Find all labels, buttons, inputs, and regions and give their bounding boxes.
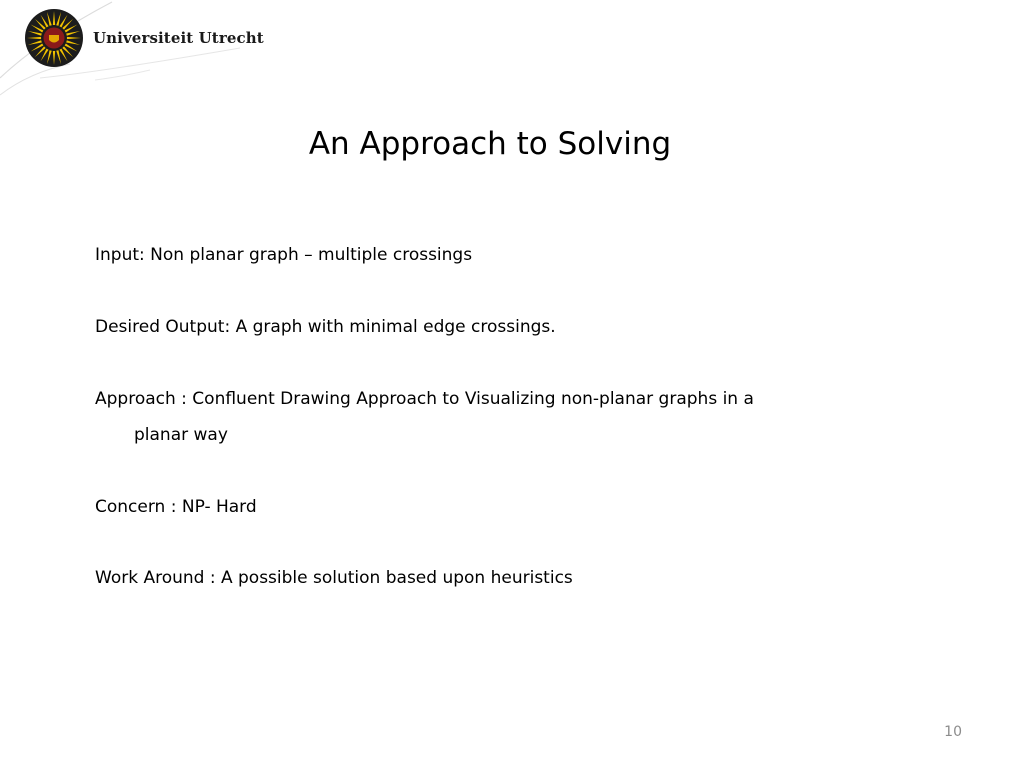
list-item-continuation: planar way bbox=[134, 425, 228, 445]
list-item-work-around bbox=[95, 560, 955, 596]
slide-title: An Approach to Solving bbox=[308, 126, 672, 162]
list-item-text: Approach : Confluent Drawing Approach to Visualizing non-planar graphs in a bbox=[95, 389, 754, 409]
university-name: Universiteit Utrecht bbox=[93, 29, 264, 47]
list-item-text: Input: Non planar graph – multiple crossings bbox=[95, 245, 473, 265]
list-item-input bbox=[95, 237, 955, 273]
list-item-desired-output bbox=[95, 309, 955, 345]
list-item-approach bbox=[95, 381, 955, 453]
list-item-concern bbox=[95, 489, 955, 525]
list-item-text: Desired Output: A graph with minimal edge crossings. bbox=[95, 317, 556, 337]
list-item-text: Work Around : A possible solution based upon heuristics bbox=[95, 568, 573, 588]
list-item-text: Concern : NP- Hard bbox=[95, 497, 257, 517]
page-number: 10 bbox=[944, 724, 962, 740]
sun-seal-icon bbox=[24, 8, 84, 68]
header-swoosh-decoration bbox=[0, 0, 1024, 110]
